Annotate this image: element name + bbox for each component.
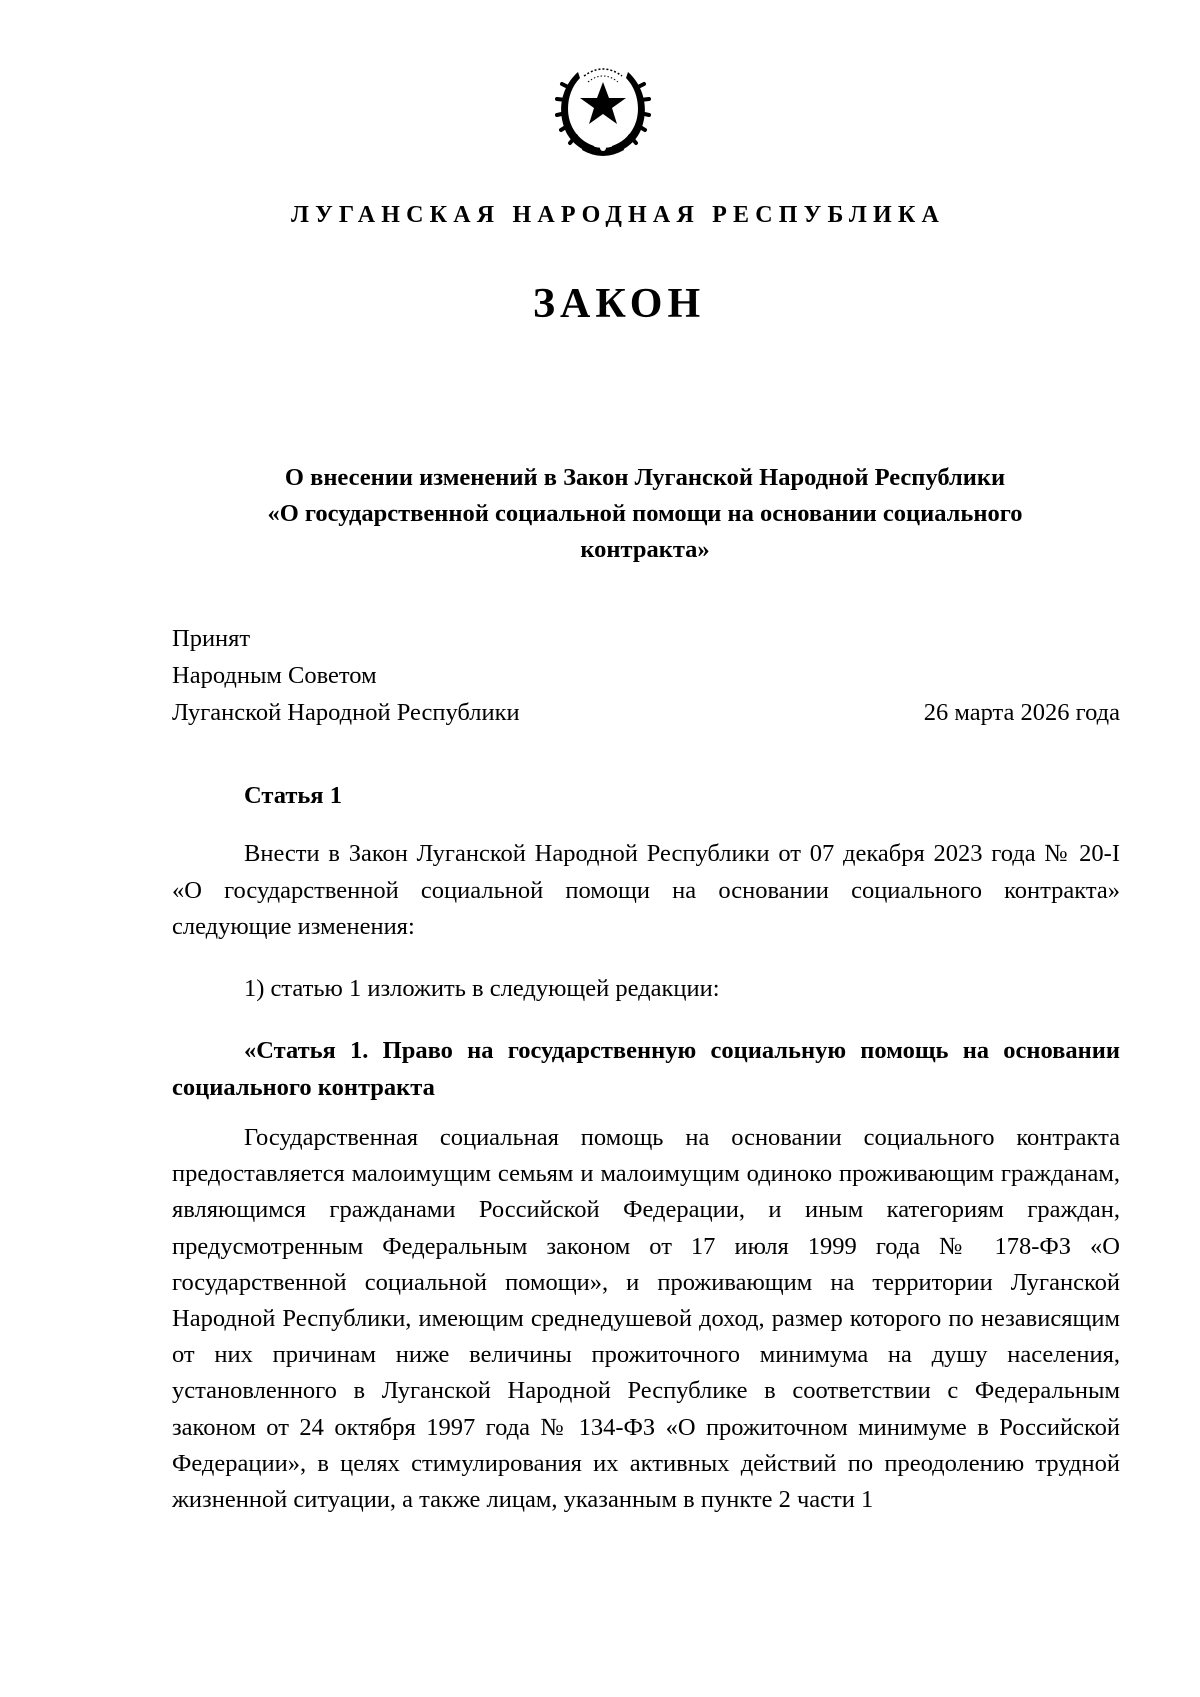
adoption-line: Луганской Народной Республики [172,699,520,726]
adoption-line: Принят [172,625,251,652]
article-heading: Статья 1 [244,782,342,809]
new-article-heading: «Статья 1. Право на государственную социальную помощь на основании социального контракта [172,1037,1120,1101]
law-title-line: контракта» [580,536,710,563]
amendment-item: 1) статью 1 изложить в следующей редакции: [244,975,720,1002]
adoption-block [172,620,1120,731]
adoption-row [172,694,1120,731]
law-title [170,460,1120,568]
new-article-paragraph: Государственная социальная помощь на основании социального контракта предоставляется малоимущим семьям и малоимущим одиноко проживающим гражданам, являющимся гражданами Российской Федерации, и иным категориям граждан, предусмотренным Федеральным законом от 17 июля 1999 года № 178-ФЗ «О государственной социальной помощи», и проживающим на территории Луганской Народной Республики, имеющим среднедушевой доход, размер которого по независящим от них причинам ниже величины прожиточного минимума на душу населения, установленного в Луганской Народной Республике в соответствии с Федеральным законом от 24 октября 1997 года № 134-ФЗ «О прожиточном минимуме в Российской Федерации», в целях стимулирования их активных действий по преодолению трудной жизненной ситуации, а также лицам, указанным в пункте 2 части 1 [172,1124,1120,1514]
article-intro-paragraph: Внести в Закон Луганской Народной Республики от 07 декабря 2023 года № 20-I «О государственной социальной помощи на основании социального контракта» следующие изменения: [172,840,1120,940]
law-title-line: «О государственной социальной помощи на основании социального [267,500,1023,527]
coat-of-arms-icon [548,58,658,162]
adoption-date: 26 марта 2026 года [923,699,1120,726]
adoption-line: Народным Советом [172,662,377,689]
law-title-line: О внесении изменений в Закон Луганской Народной Республики [284,464,1006,491]
document-type: ЗАКОН [532,281,706,327]
country-name: ЛУГАНСКАЯ НАРОДНАЯ РЕСПУБЛИКА [290,202,946,228]
